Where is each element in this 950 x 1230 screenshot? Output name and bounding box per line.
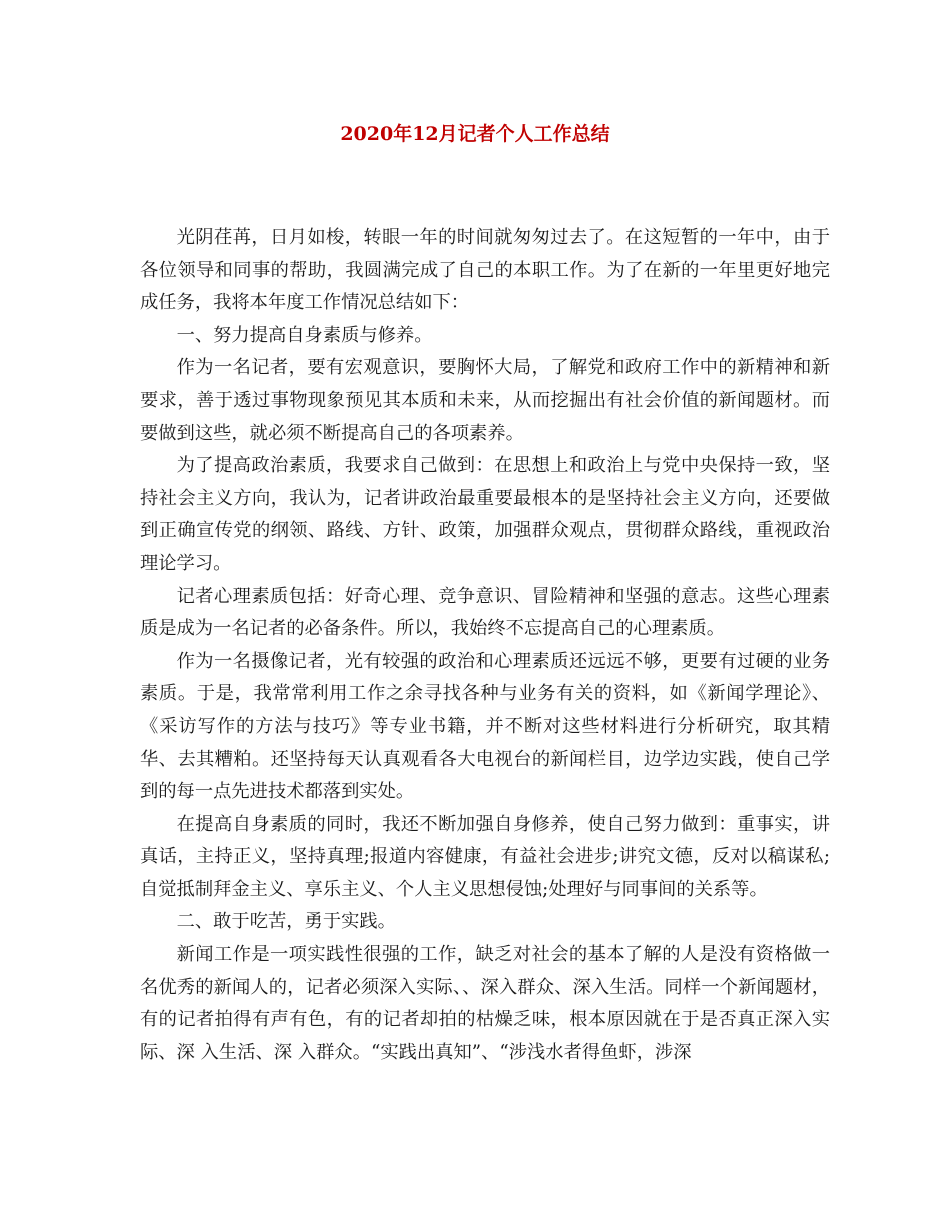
paragraph: 新闻工作是一项实践性很强的工作，缺乏对社会的基本了解的人是没有资格做一名优秀的新闻人的，记者必须深入实际、、深入群众、深入生活。同样一个新闻题材，有的记者拍得有声有色，有的记者却拍的枯燥乏味，根本原因就在于是否真正深入实际、深 入生活、深 入群众。“实践出真知”、“涉浅水者得鱼虾，涉深	[140, 944, 830, 1063]
paragraph: 作为一名摄像记者，光有较强的政治和心理素质还远远不够，更要有过硬的业务素质。于是，我常常利用工作之余寻找各种与业务有关的资料，如《新闻学理论》、《采访写作的方法与技巧》等专业书籍，并不断对这些材料进行分析研究，取其精华、去其糟粕。还坚持每天认真观看各大电视台的新闻栏目，边学边实践，使自己学到的每一点先进技术都落到实处。	[140, 650, 830, 803]
document-body	[140, 222, 830, 1069]
document-title: 2020年12月记者个人工作总结	[340, 123, 610, 145]
paragraph: 记者心理素质包括：好奇心理、竞争意识、冒险精神和坚强的意志。这些心理素质是成为一名记者的必备条件。所以，我始终不忘提高自己的心理素质。	[140, 585, 830, 640]
paragraph: 在提高自身素质的同时，我还不断加强自身修养，使自己努力做到：重事实，讲真话，主持正义，坚持真理;报道内容健康，有益社会进步;讲究文德，反对以稿谋私;自觉抵制拜金主义、享乐主义、个人主义思想侵蚀;处理好与同事间的关系等。	[140, 813, 830, 900]
paragraph: 为了提高政治素质，我要求自己做到：在思想上和政治上与党中央保持一致，坚持社会主义方向，我认为，记者讲政治最重要最根本的是坚持社会主义方向，还要做到正确宣传党的纲领、路线、方针、政策，加强群众观点，贯彻群众路线，重视政治理论学习。	[140, 455, 830, 574]
section-heading-1: 一、努力提高自身素质与修养。	[176, 324, 433, 346]
section-heading-2: 二、敢于吃苦，勇于实践。	[176, 911, 396, 933]
paragraph-intro: 光阴荏苒，日月如梭，转眼一年的时间就匆匆过去了。在这短暂的一年中，由于各位领导和同事的帮助，我圆满完成了自己的本职工作。为了在新的一年里更好地完成任务，我将本年度工作情况总结如下：	[140, 227, 830, 314]
paragraph: 作为一名记者，要有宏观意识，要胸怀大局，了解党和政府工作中的新精神和新要求，善于透过事物现象预见其本质和未来，从而挖掘出有社会价值的新闻题材。而要做到这些，就必须不断提高自己的各项素养。	[140, 357, 830, 444]
